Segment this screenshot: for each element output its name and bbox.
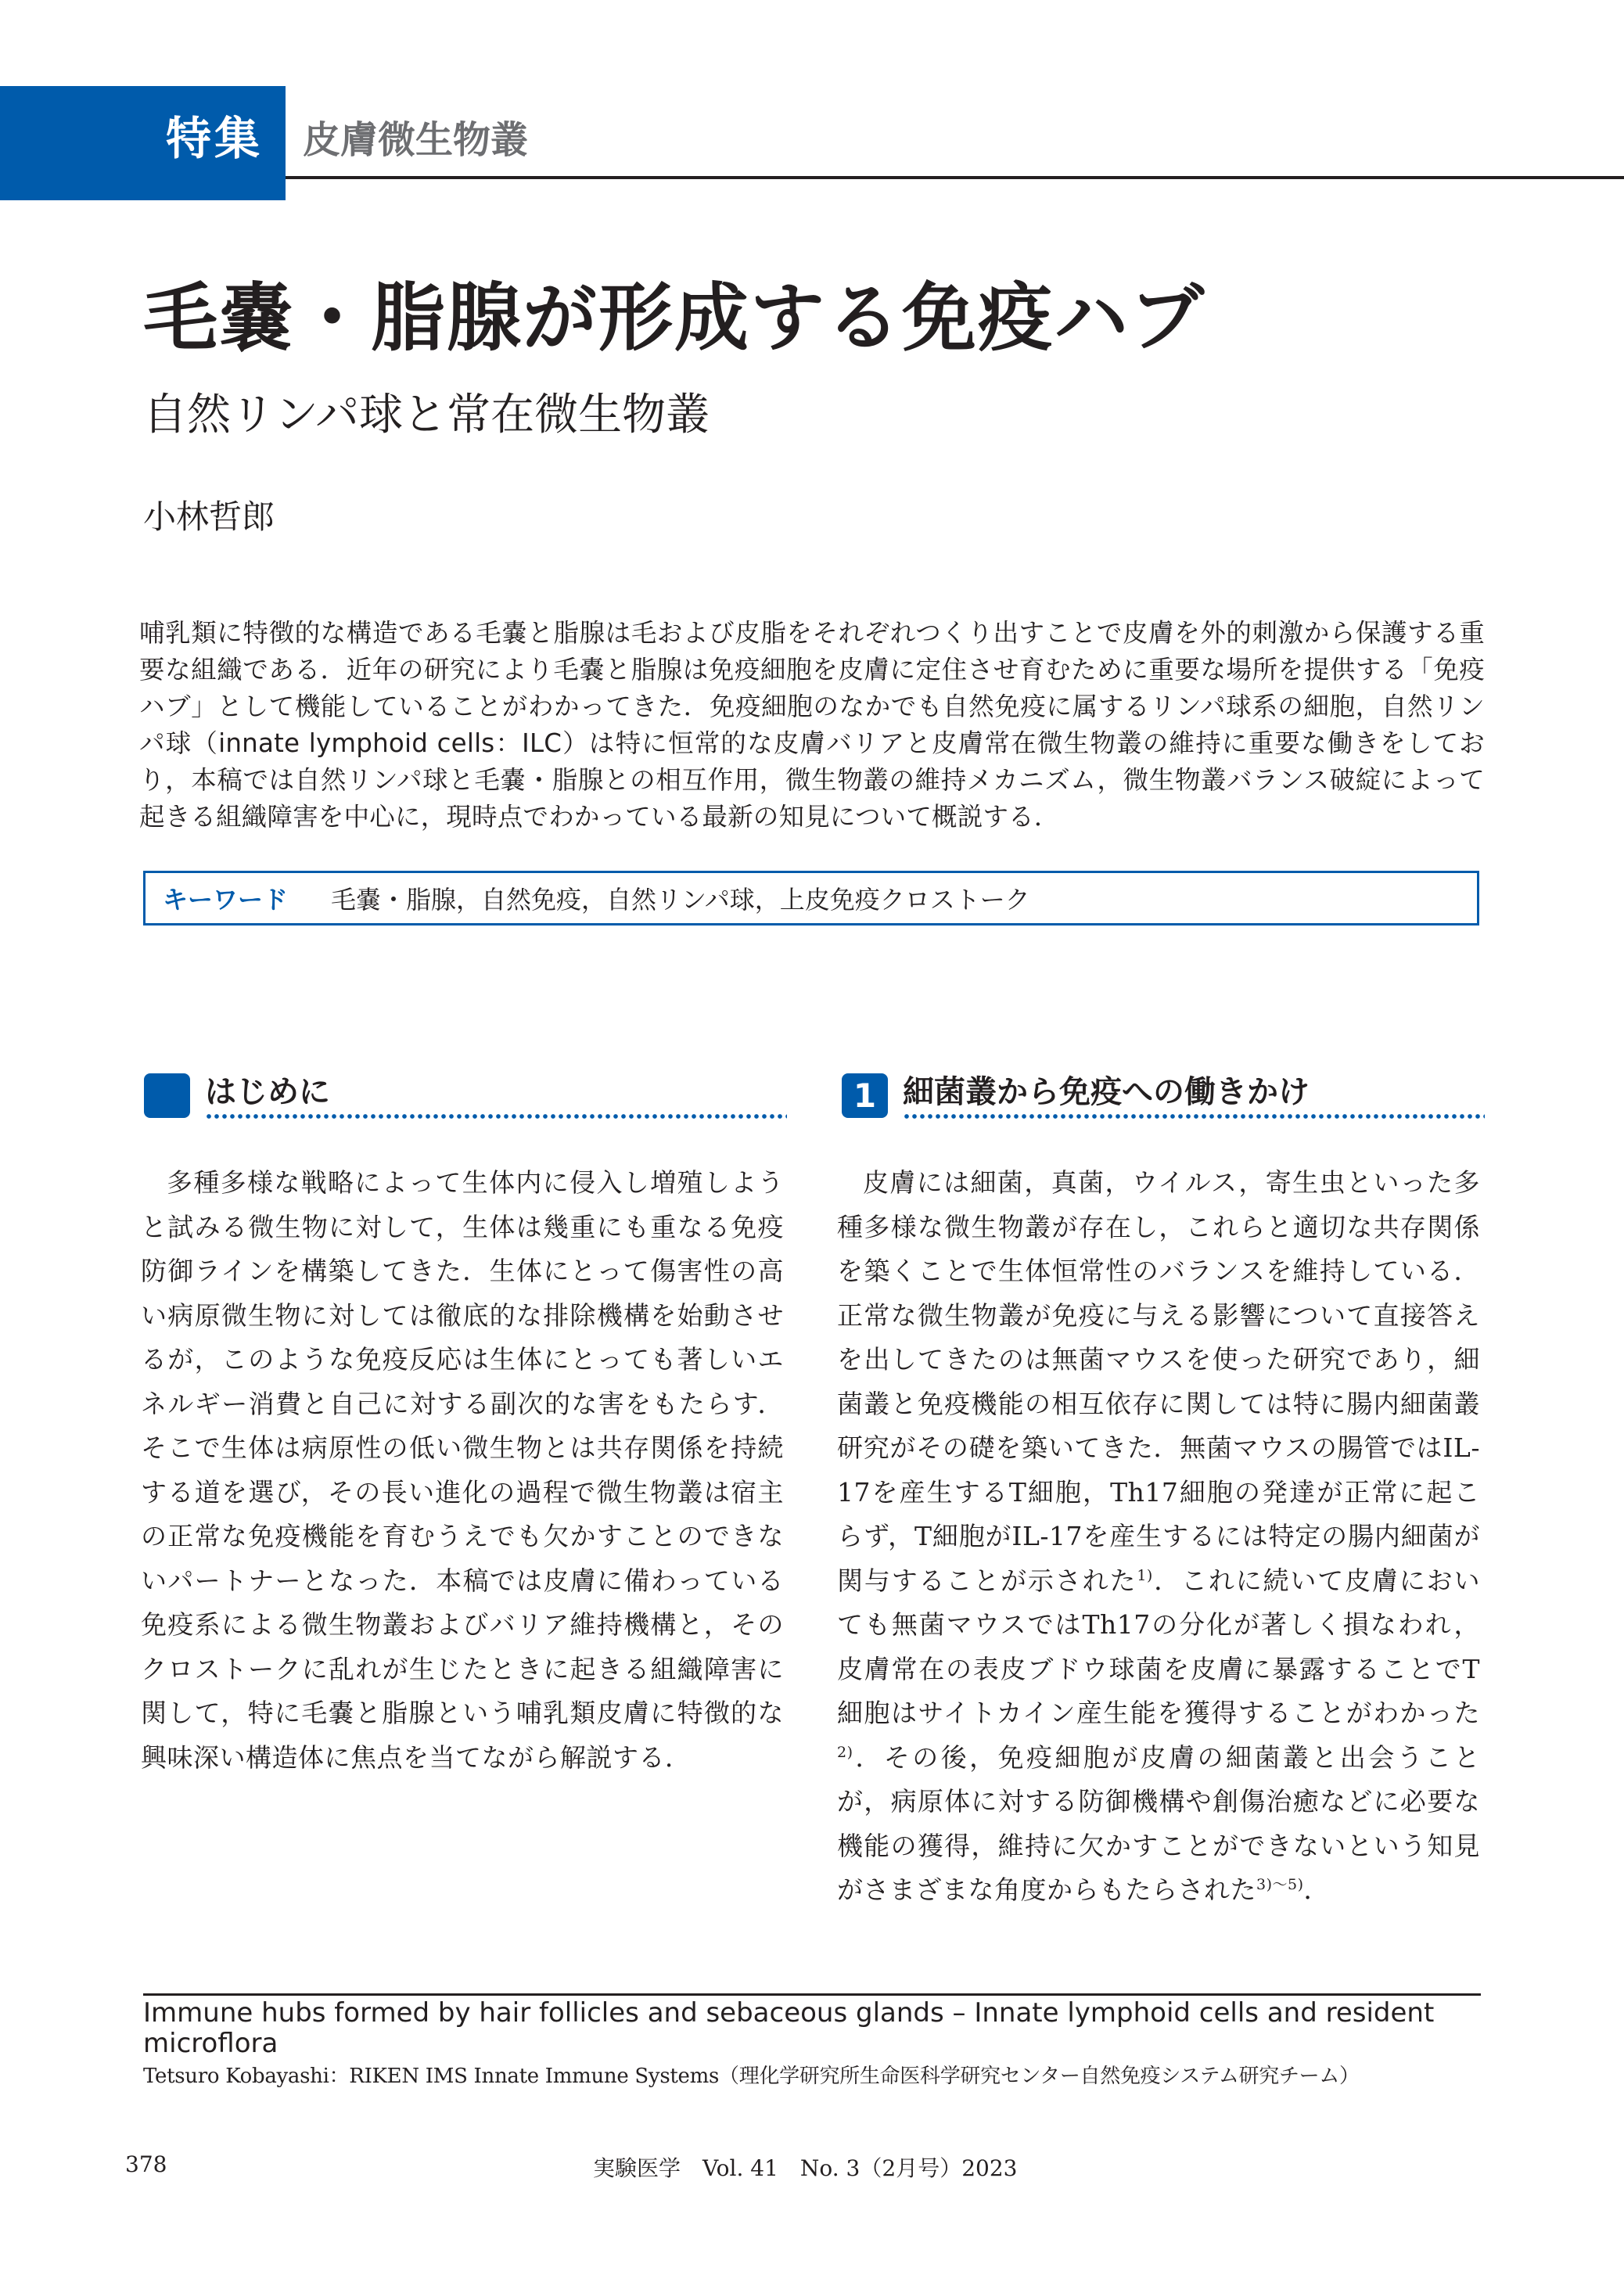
abstract: 哺乳類に特徴的な構造である毛嚢と脂腺は毛および皮脂をそれぞれつくり出すことで皮膚を外的刺激から保護する重要な組織である．近年の研究により毛嚢と脂腺は免疫細胞を皮膚に定住させ育むために重要な場所を提供する「免疫ハブ」として機能していることがわかってきた．免疫細胞のなかでも自然免疫に属するリンパ球系の細胞，自然リンパ球（innate lymphoid cells：ILC）は特に恒常的な皮膚バリアと皮膚常在微生物叢の維持に重要な働きをしており，本稿では自然リンパ球と毛嚢・脂腺との相互作用，微生物叢の維持メカニズム，微生物叢バランス破綻によって起きる組織障害を中心に，現時点でわかっている最新の知見について概説する． (139, 618, 1485, 832)
section-heading-1 (842, 1073, 1485, 1120)
feature-tag: 特集 (166, 112, 264, 165)
text-run: ．その後，免疫細胞が皮膚の細菌叢と出会うことが，病原体に対する防御機構や創傷治癒などに必要な機能の獲得，維持に欠かすことができないという知見がさまざまな角度からもたらされた (837, 1741, 1481, 1905)
article-title: 毛嚢・脂腺が形成する免疫ハブ (143, 275, 1206, 361)
section-title: はじめに (205, 1074, 330, 1110)
section-badge (144, 1073, 190, 1118)
footer-rule (143, 1993, 1481, 1996)
keyword-label: キーワード (163, 885, 289, 915)
header-rule (286, 176, 1624, 179)
body-column-right (837, 1161, 1480, 1913)
dotted-rule (205, 1114, 787, 1119)
page-number: 378 (125, 2151, 167, 2177)
dotted-rule (903, 1114, 1485, 1119)
section-number-badge: 1 (842, 1073, 888, 1118)
journal-citation: 実験医学 Vol. 41 No. 3（2月号）2023 (593, 2155, 1018, 2181)
citation-ref[interactable]: 1) (1137, 1566, 1153, 1584)
section-title: 細菌叢から免疫への働きかけ (903, 1074, 1310, 1110)
text-run: ． (1303, 1874, 1331, 1905)
text-run: 皮膚には細菌，真菌，ウイルス，寄生虫といった多種多様な微生物叢が存在し，これらと適切な共存関係を築くことで生体恒常性のバランスを維持している．正常な微生物叢が免疫に与える影響について直接答えを出してきたのは無菌マウスを使った研究であり，細菌叢と免疫機能の相互依存に関しては特に腸内細菌叢研究がその礎を築いてきた．無菌マウスの腸管ではIL-17を産生するT細胞，Th17細胞の発達が正常に起こらず，T細胞がIL-17を産生するには特定の腸内細菌が関与することが示された (837, 1167, 1480, 1596)
keyword-list: 毛嚢・脂腺，自然免疫，自然リンパ球，上皮免疫クロストーク (331, 885, 1030, 915)
citation-ref[interactable]: 2) (837, 1743, 853, 1761)
english-title: Immune hubs formed by hair follicles and sebaceous glands – Innate lymphoid cells and resident microflora (143, 1997, 1435, 2059)
article-author: 小林哲郎 (143, 498, 275, 536)
author-affiliation: Tetsuro Kobayashi：RIKEN IMS Innate Immune Systems（理化学研究所生命医科学研究センター自然免疫システム研究チーム） (143, 2065, 1360, 2088)
citation-ref[interactable]: 3)～5) (1256, 1876, 1304, 1893)
feature-section-title: 皮膚微生物叢 (303, 118, 529, 162)
text-run: ．これに続いて皮膚においても無菌マウスではTh17の分化が著しく損なわれ，皮膚常在の表皮ブドウ球菌を皮膚に暴露することでT細胞はサイトカイン産生能を獲得することがわかった (837, 1565, 1481, 1728)
article-subtitle: 自然リンパ球と常在微生物叢 (143, 390, 710, 440)
intro-paragraph: 多種多様な戦略によって生体内に侵入し増殖しようと試みる微生物に対して，生体は幾重にも重なる免疫防御ラインを構築してきた．生体にとって傷害性の高い病原微生物に対しては徹底的な排除機構を始動させるが，このような免疫反応は生体にとっても著しいエネルギー消費と自己に対する副次的な害をもたらす．そこで生体は病原性の低い微生物とは共存関係を持続する道を選び，その長い進化の過程で微生物叢は宿主の正常な免疫機能を育むうえでも欠かすことのできないパートナーとなった．本稿では皮膚に備わっている免疫系による微生物叢およびバリア維持機構と，そのクロストークに乱れが生じたときに起きる組織障害に関して，特に毛嚢と脂腺という哺乳類皮膚に特徴的な興味深い構造体に焦点を当てながら解説する． (141, 1167, 785, 1773)
section-heading-intro (144, 1073, 787, 1120)
section1-paragraph (837, 1161, 1480, 1913)
keyword-box (143, 871, 1479, 925)
body-column-left (141, 1161, 784, 1780)
